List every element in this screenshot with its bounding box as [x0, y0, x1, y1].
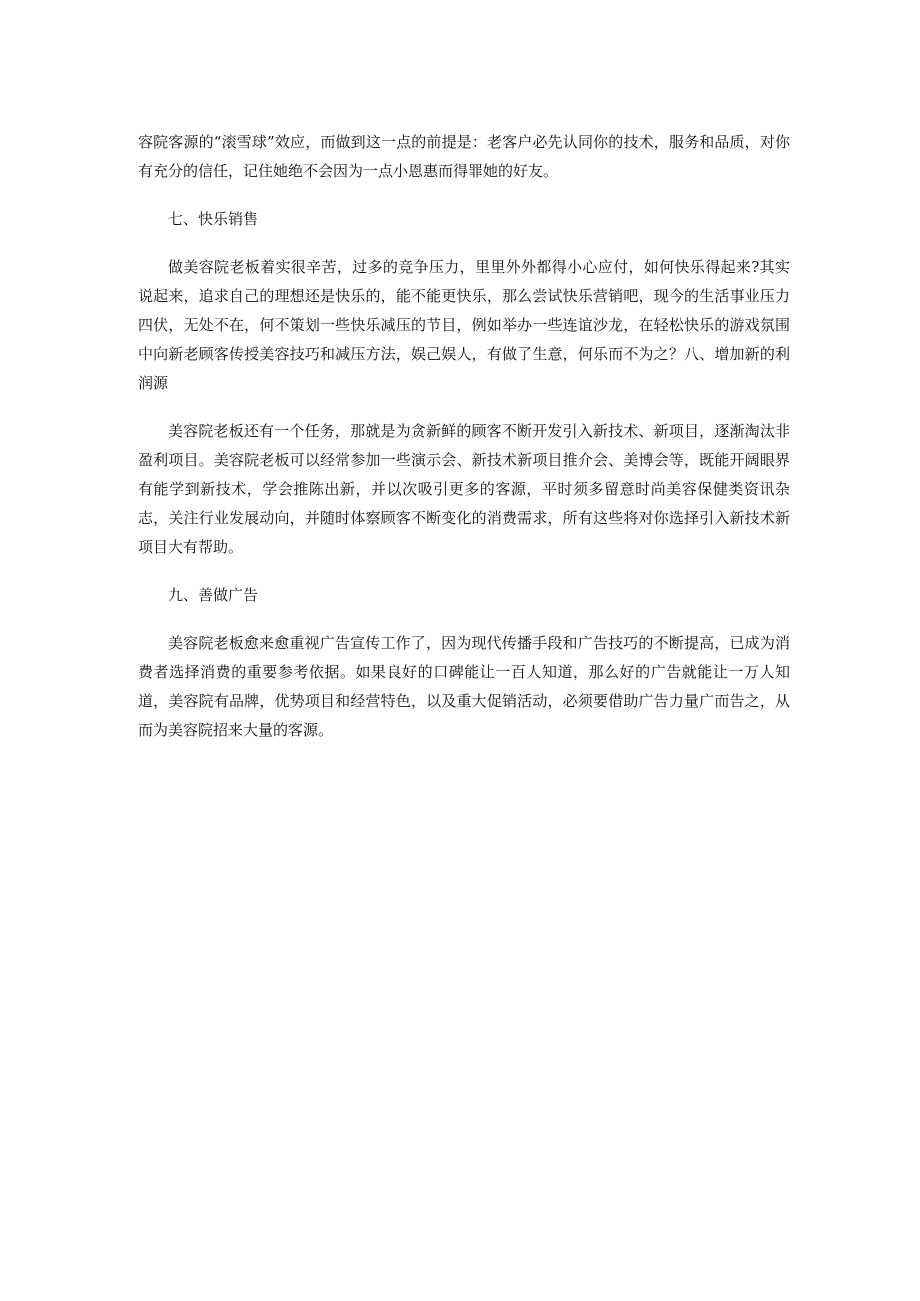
paragraph-continuation: 容院客源的“滚雪球”效应，而做到这一点的前提是：老客户必先认同你的技术，服务和品质，对你有充分的信任，记住她绝不会因为一点小恩惠而得罪她的好友。 — [138, 133, 790, 180]
paragraph-advertising: 美容院老板愈来愈重视广告宣传工作了，因为现代传播手段和广告技巧的不断提高，已成为消费者选择消费的重要参考依据。如果良好的口碑能让一百人知道，那么好的广告就能让一万人知道，美容院有品牌，优势项目和经营特色，以及重大促销活动，必须要借助广告力量广而告之，从而为美容院招来大量的客源。 — [138, 634, 790, 739]
section-heading-advertising: 九、善做广告 — [168, 586, 259, 604]
document-body — [138, 128, 790, 745]
paragraph-happy-sales: 做美容院老板着实很辛苦，过多的竞争压力，里里外外都得小心应付，如何快乐得起来?其实说起来，追求自己的理想还是快乐的，能不能更快乐，那么尝试快乐营销吧，现今的生活事业压力四伏，无处不在，何不策划一些快乐减压的节目，例如举办一些连谊沙龙，在轻松快乐的游戏氛围中向新老顾客传授美容技巧和减压方法，娱己娱人，有做了生意，何乐而不为之？八、增加新的利润源 — [138, 258, 790, 392]
section-heading-happy-sales: 七、快乐销售 — [168, 210, 259, 228]
paragraph-new-projects: 美容院老板还有一个任务，那就是为贪新鲜的顾客不断开发引入新技术、新项目，逐渐淘汰非盈利项目。美容院老板可以经常参加一些演示会、新技术新项目推介会、美博会等，既能开阔眼界有能学到新技术，学会推陈出新，并以次吸引更多的客源，平时须多留意时尚美容保健类资讯杂志，关注行业发展动向，并随时体察顾客不断变化的消费需求，所有这些将对你选择引入新技术新项目大有帮助。 — [138, 422, 790, 556]
